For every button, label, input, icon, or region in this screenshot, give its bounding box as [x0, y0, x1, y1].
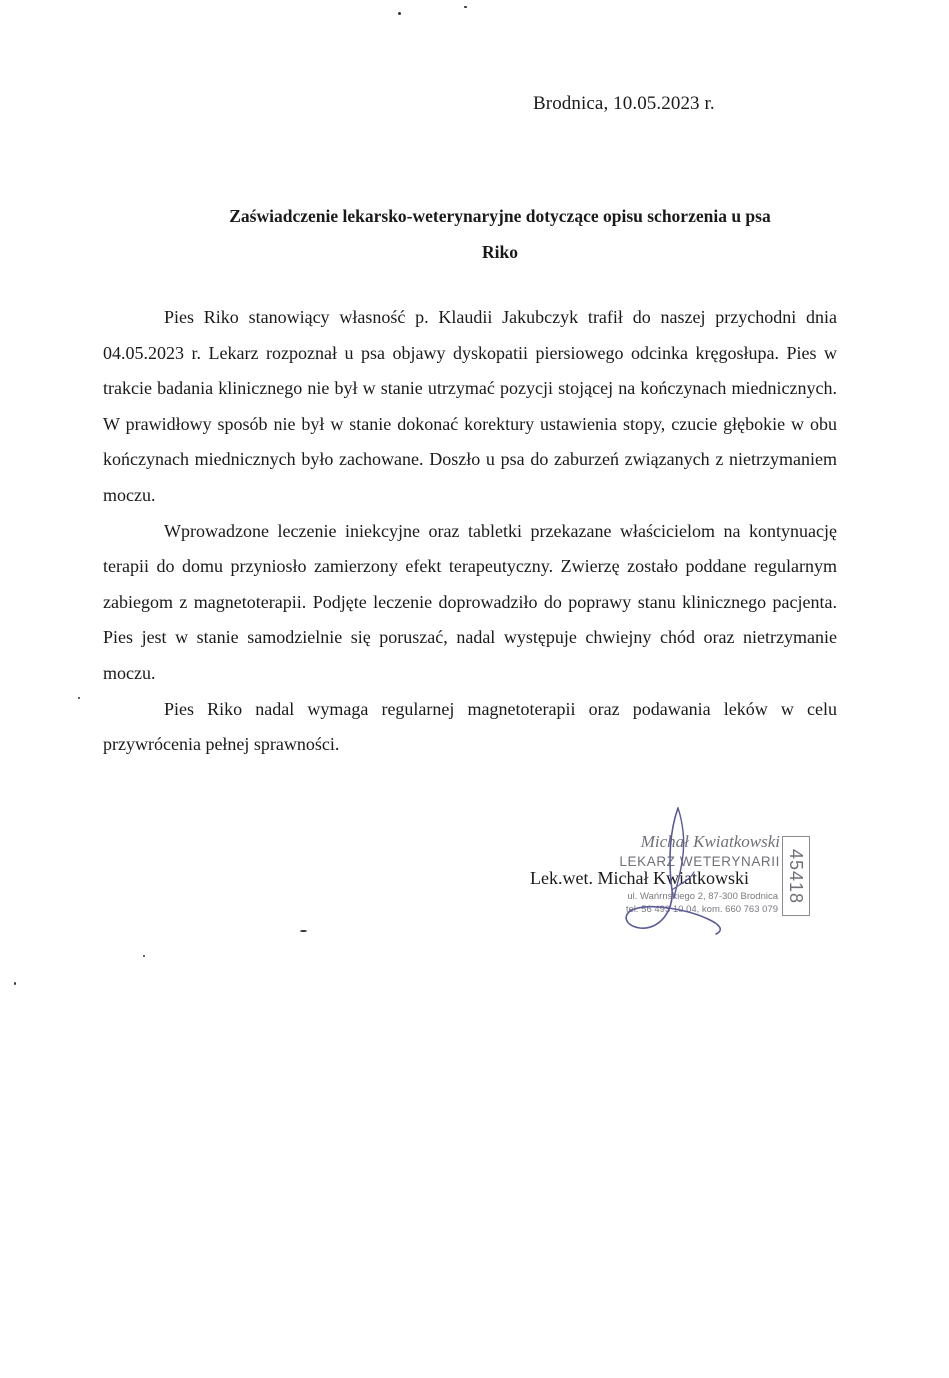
stamp-number-box	[782, 836, 810, 916]
scan-speck	[14, 982, 16, 985]
document-title	[150, 198, 850, 270]
signer-name: Lek.wet. Michał Kwiatkowski	[530, 868, 749, 888]
title-line-1: Zaświadczenie lekarsko-weterynaryjne dotyczące opisu schorzenia u psa	[229, 206, 771, 226]
paragraph-2: Wprowadzone leczenie iniekcyjne oraz tabletki przekazane właścicielom na kontynuację terapii do domu przyniosło zamierzony efekt terapeutyczny. Zwierzę zostało poddane regularnym zabiegom z magnetoterapii. Podjęte leczenie doprowadziło do poprawy stanu klinicznego pacjenta. Pies jest w stanie samodzielnie się poruszać, nadal występuje chwiejny chód oraz nietrzymanie moczu.	[103, 520, 837, 683]
stamp-address: ul. Wańrnskiego 2, 87-300 Brodnica	[627, 891, 778, 902]
document-body	[103, 300, 837, 763]
scan-speck	[398, 12, 401, 15]
paragraph-1: Pies Riko stanowiący własność p. Klaudii Jakubczyk trafił do naszej przychodni dnia 04.05.2023 r. Lekarz rozpoznał u psa objawy dyskopatii piersiowego odcinka kręgosłupa. Pies w trakcie badania klinicznego nie był w stanie utrzymać pozycji stojącej na kończynach miednicznych. W prawidłowy sposób nie był w stanie dokonać korektury ustawienia stopy, czucie głębokie w obu kończynach miednicznych było zachowane. Doszło u psa do zaburzeń związanych z nietrzymaniem moczu.	[103, 307, 837, 505]
stamp-title: LEKARZ WETERYNARII	[619, 854, 780, 869]
paragraph-3: Pies Riko nadal wymaga regularnej magnetoterapii oraz podawania leków w celu przywrócenia pełnej sprawności.	[103, 698, 837, 755]
stamp-name: Michał Kwiatkowski	[640, 832, 780, 851]
scan-speck	[78, 697, 80, 699]
stamp-phone: tel. 56 493 10 04, kom. 660 763 079	[625, 904, 778, 915]
scan-speck	[143, 955, 145, 957]
title-line-2: Riko	[482, 242, 518, 262]
scan-speck	[464, 6, 467, 8]
scan-speck	[300, 930, 307, 932]
date-line: Brodnica, 10.05.2023 r.	[533, 93, 715, 114]
stamp-number: 45418	[786, 848, 807, 904]
